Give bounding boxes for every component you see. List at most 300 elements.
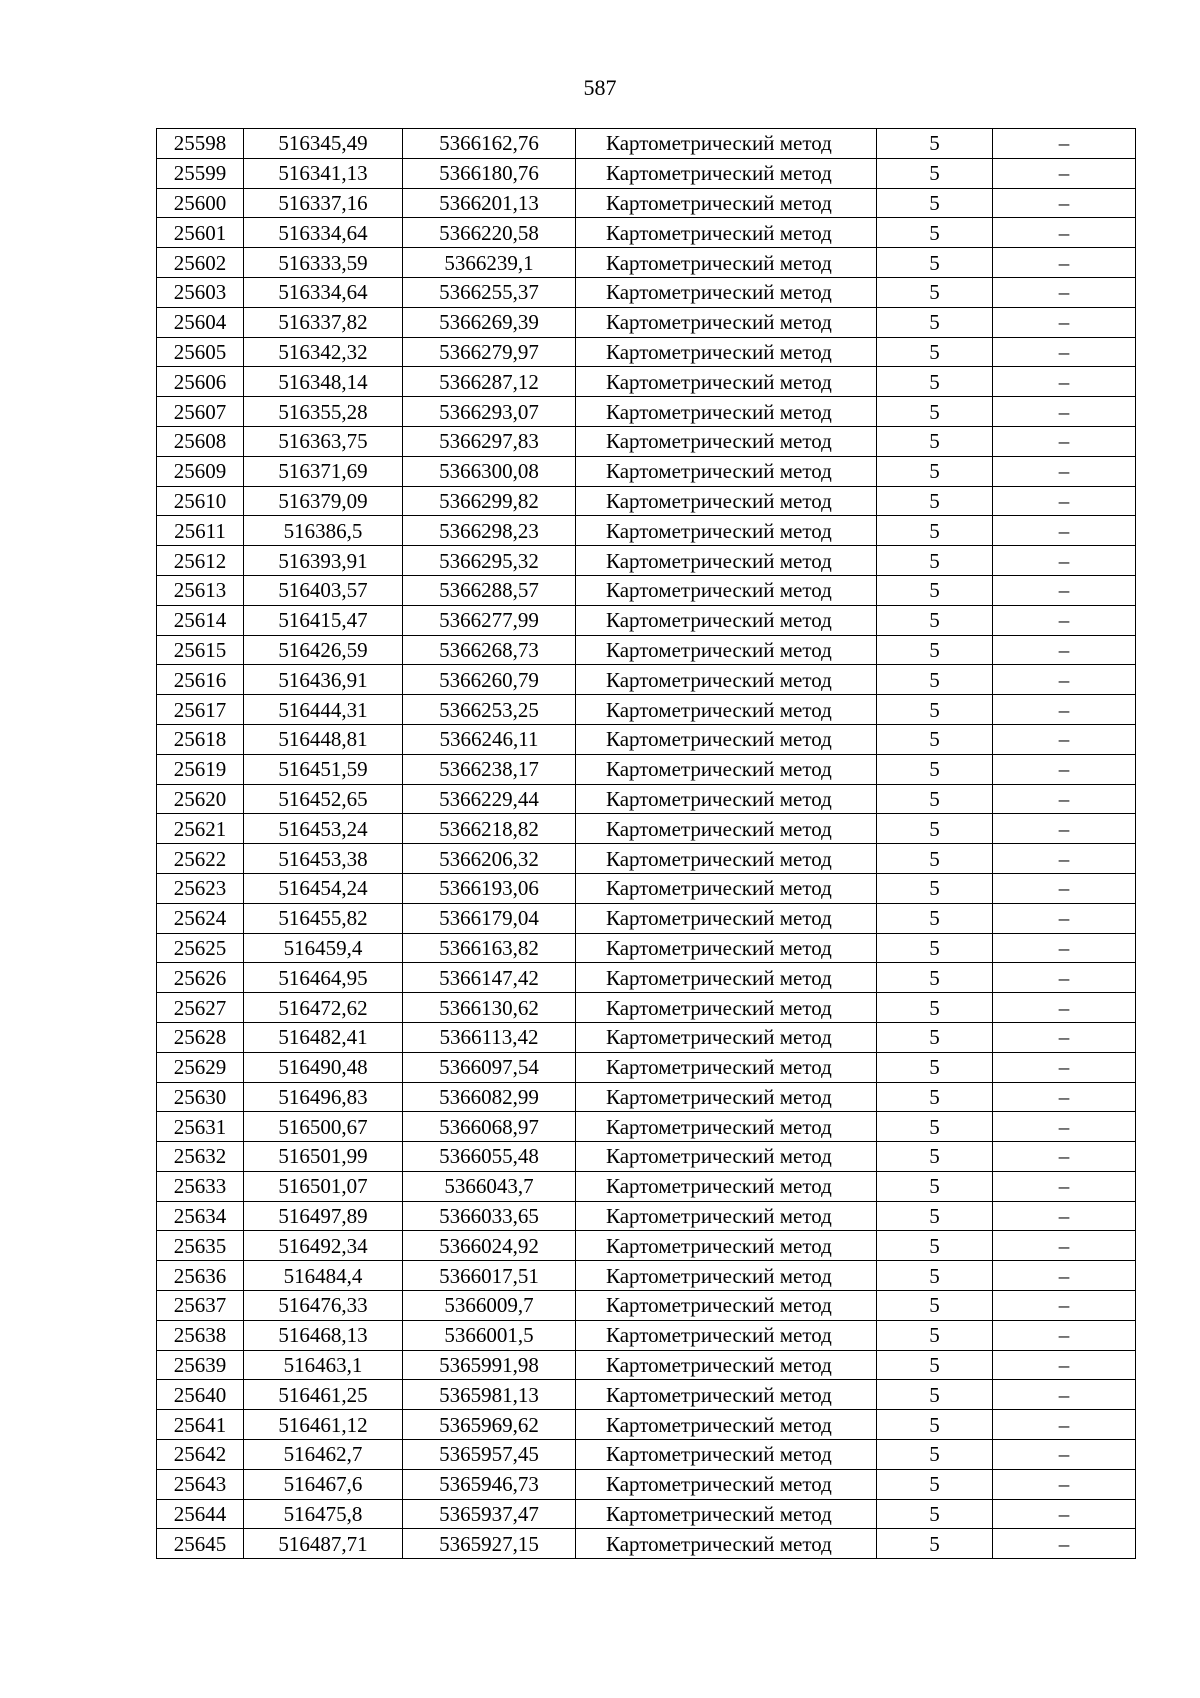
y-coordinate-cell: 5366024,92 — [403, 1231, 576, 1261]
point-number-cell: 25635 — [157, 1231, 244, 1261]
description-cell: – — [993, 277, 1136, 307]
x-coordinate-cell: 516484,4 — [244, 1261, 403, 1291]
point-number-cell: 25619 — [157, 754, 244, 784]
table-row — [157, 1440, 1136, 1470]
accuracy-cell: 5 — [877, 307, 993, 337]
table-row — [157, 307, 1136, 337]
accuracy-cell: 5 — [877, 129, 993, 159]
x-coordinate-cell: 516345,49 — [244, 129, 403, 159]
coordinates-table-body — [157, 129, 1136, 1559]
method-cell: Картометрический метод — [576, 1082, 877, 1112]
table-row — [157, 844, 1136, 874]
x-coordinate-cell: 516334,64 — [244, 277, 403, 307]
x-coordinate-cell: 516355,28 — [244, 397, 403, 427]
x-coordinate-cell: 516348,14 — [244, 367, 403, 397]
method-cell: Картометрический метод — [576, 784, 877, 814]
method-cell: Картометрический метод — [576, 158, 877, 188]
x-coordinate-cell: 516501,07 — [244, 1171, 403, 1201]
point-number-cell: 25626 — [157, 963, 244, 993]
table-row — [157, 546, 1136, 576]
y-coordinate-cell: 5366206,32 — [403, 844, 576, 874]
x-coordinate-cell: 516501,99 — [244, 1142, 403, 1172]
y-coordinate-cell: 5366246,11 — [403, 724, 576, 754]
accuracy-cell: 5 — [877, 1171, 993, 1201]
y-coordinate-cell: 5366201,13 — [403, 188, 576, 218]
point-number-cell: 25615 — [157, 635, 244, 665]
x-coordinate-cell: 516415,47 — [244, 605, 403, 635]
table-row — [157, 1052, 1136, 1082]
point-number-cell: 25607 — [157, 397, 244, 427]
y-coordinate-cell: 5365991,98 — [403, 1350, 576, 1380]
y-coordinate-cell: 5366033,65 — [403, 1201, 576, 1231]
y-coordinate-cell: 5366055,48 — [403, 1142, 576, 1172]
accuracy-cell: 5 — [877, 337, 993, 367]
table-row — [157, 1320, 1136, 1350]
method-cell: Картометрический метод — [576, 1112, 877, 1142]
point-number-cell: 25628 — [157, 1022, 244, 1052]
method-cell: Картометрический метод — [576, 337, 877, 367]
table-row — [157, 695, 1136, 725]
accuracy-cell: 5 — [877, 1201, 993, 1231]
table-row — [157, 575, 1136, 605]
method-cell: Картометрический метод — [576, 605, 877, 635]
method-cell: Картометрический метод — [576, 1469, 877, 1499]
y-coordinate-cell: 5366293,07 — [403, 397, 576, 427]
description-cell: – — [993, 784, 1136, 814]
method-cell: Картометрический метод — [576, 516, 877, 546]
description-cell: – — [993, 367, 1136, 397]
x-coordinate-cell: 516426,59 — [244, 635, 403, 665]
y-coordinate-cell: 5366295,32 — [403, 546, 576, 576]
point-number-cell: 25613 — [157, 575, 244, 605]
x-coordinate-cell: 516444,31 — [244, 695, 403, 725]
description-cell: – — [993, 426, 1136, 456]
accuracy-cell: 5 — [877, 605, 993, 635]
method-cell: Картометрический метод — [576, 933, 877, 963]
method-cell: Картометрический метод — [576, 695, 877, 725]
description-cell: – — [993, 963, 1136, 993]
point-number-cell: 25605 — [157, 337, 244, 367]
point-number-cell: 25636 — [157, 1261, 244, 1291]
accuracy-cell: 5 — [877, 844, 993, 874]
description-cell: – — [993, 1291, 1136, 1321]
table-row — [157, 1380, 1136, 1410]
table-row — [157, 248, 1136, 278]
method-cell: Картометрический метод — [576, 546, 877, 576]
point-number-cell: 25631 — [157, 1112, 244, 1142]
x-coordinate-cell: 516482,41 — [244, 1022, 403, 1052]
x-coordinate-cell: 516448,81 — [244, 724, 403, 754]
y-coordinate-cell: 5366068,97 — [403, 1112, 576, 1142]
table-row — [157, 277, 1136, 307]
description-cell: – — [993, 1082, 1136, 1112]
method-cell: Картометрический метод — [576, 307, 877, 337]
x-coordinate-cell: 516461,12 — [244, 1410, 403, 1440]
method-cell: Картометрический метод — [576, 1529, 877, 1559]
point-number-cell: 25644 — [157, 1499, 244, 1529]
y-coordinate-cell: 5365946,73 — [403, 1469, 576, 1499]
x-coordinate-cell: 516337,16 — [244, 188, 403, 218]
description-cell: – — [993, 903, 1136, 933]
table-row — [157, 1171, 1136, 1201]
point-number-cell: 25642 — [157, 1440, 244, 1470]
x-coordinate-cell: 516500,67 — [244, 1112, 403, 1142]
description-cell: – — [993, 486, 1136, 516]
y-coordinate-cell: 5365981,13 — [403, 1380, 576, 1410]
x-coordinate-cell: 516453,24 — [244, 814, 403, 844]
x-coordinate-cell: 516436,91 — [244, 665, 403, 695]
point-number-cell: 25632 — [157, 1142, 244, 1172]
point-number-cell: 25624 — [157, 903, 244, 933]
x-coordinate-cell: 516468,13 — [244, 1320, 403, 1350]
method-cell: Картометрический метод — [576, 844, 877, 874]
point-number-cell: 25611 — [157, 516, 244, 546]
x-coordinate-cell: 516333,59 — [244, 248, 403, 278]
method-cell: Картометрический метод — [576, 1410, 877, 1440]
y-coordinate-cell: 5366180,76 — [403, 158, 576, 188]
method-cell: Картометрический метод — [576, 1350, 877, 1380]
method-cell: Картометрический метод — [576, 665, 877, 695]
y-coordinate-cell: 5365927,15 — [403, 1529, 576, 1559]
description-cell: – — [993, 307, 1136, 337]
table-row — [157, 1410, 1136, 1440]
method-cell: Картометрический метод — [576, 814, 877, 844]
method-cell: Картометрический метод — [576, 724, 877, 754]
page-number: 587 — [583, 75, 617, 100]
x-coordinate-cell: 516459,4 — [244, 933, 403, 963]
description-cell: – — [993, 933, 1136, 963]
table-row — [157, 754, 1136, 784]
x-coordinate-cell: 516492,34 — [244, 1231, 403, 1261]
accuracy-cell: 5 — [877, 1082, 993, 1112]
table-row — [157, 129, 1136, 159]
description-cell: – — [993, 635, 1136, 665]
y-coordinate-cell: 5366260,79 — [403, 665, 576, 695]
method-cell: Картометрический метод — [576, 456, 877, 486]
y-coordinate-cell: 5366229,44 — [403, 784, 576, 814]
method-cell: Картометрический метод — [576, 1499, 877, 1529]
y-coordinate-cell: 5366097,54 — [403, 1052, 576, 1082]
table-row — [157, 605, 1136, 635]
point-number-cell: 25634 — [157, 1201, 244, 1231]
method-cell: Картометрический метод — [576, 754, 877, 784]
x-coordinate-cell: 516341,13 — [244, 158, 403, 188]
table-row — [157, 516, 1136, 546]
x-coordinate-cell: 516472,62 — [244, 993, 403, 1023]
point-number-cell: 25640 — [157, 1380, 244, 1410]
point-number-cell: 25604 — [157, 307, 244, 337]
description-cell: – — [993, 1440, 1136, 1470]
method-cell: Картометрический метод — [576, 426, 877, 456]
description-cell: – — [993, 1201, 1136, 1231]
table-row — [157, 635, 1136, 665]
x-coordinate-cell: 516463,1 — [244, 1350, 403, 1380]
method-cell: Картометрический метод — [576, 575, 877, 605]
point-number-cell: 25627 — [157, 993, 244, 1023]
y-coordinate-cell: 5366255,37 — [403, 277, 576, 307]
y-coordinate-cell: 5366298,23 — [403, 516, 576, 546]
x-coordinate-cell: 516363,75 — [244, 426, 403, 456]
table-row — [157, 1350, 1136, 1380]
y-coordinate-cell: 5366193,06 — [403, 873, 576, 903]
point-number-cell: 25633 — [157, 1171, 244, 1201]
method-cell: Картометрический метод — [576, 873, 877, 903]
point-number-cell: 25600 — [157, 188, 244, 218]
method-cell: Картометрический метод — [576, 188, 877, 218]
description-cell: – — [993, 1022, 1136, 1052]
point-number-cell: 25637 — [157, 1291, 244, 1321]
point-number-cell: 25608 — [157, 426, 244, 456]
method-cell: Картометрический метод — [576, 1022, 877, 1052]
description-cell: – — [993, 188, 1136, 218]
x-coordinate-cell: 516452,65 — [244, 784, 403, 814]
accuracy-cell: 5 — [877, 456, 993, 486]
accuracy-cell: 5 — [877, 1261, 993, 1291]
y-coordinate-cell: 5366113,42 — [403, 1022, 576, 1052]
y-coordinate-cell: 5365937,47 — [403, 1499, 576, 1529]
description-cell: – — [993, 605, 1136, 635]
x-coordinate-cell: 516403,57 — [244, 575, 403, 605]
table-row — [157, 1261, 1136, 1291]
point-number-cell: 25609 — [157, 456, 244, 486]
table-row — [157, 486, 1136, 516]
y-coordinate-cell: 5365969,62 — [403, 1410, 576, 1440]
table-row — [157, 218, 1136, 248]
accuracy-cell: 5 — [877, 1469, 993, 1499]
description-cell: – — [993, 456, 1136, 486]
accuracy-cell: 5 — [877, 367, 993, 397]
accuracy-cell: 5 — [877, 1410, 993, 1440]
description-cell: – — [993, 158, 1136, 188]
table-row — [157, 367, 1136, 397]
method-cell: Картометрический метод — [576, 963, 877, 993]
point-number-cell: 25599 — [157, 158, 244, 188]
description-cell: – — [993, 844, 1136, 874]
accuracy-cell: 5 — [877, 397, 993, 427]
table-row — [157, 1022, 1136, 1052]
y-coordinate-cell: 5366239,1 — [403, 248, 576, 278]
description-cell: – — [993, 129, 1136, 159]
table-row — [157, 456, 1136, 486]
table-row — [157, 1082, 1136, 1112]
x-coordinate-cell: 516496,83 — [244, 1082, 403, 1112]
table-row — [157, 963, 1136, 993]
description-cell: – — [993, 546, 1136, 576]
accuracy-cell: 5 — [877, 1440, 993, 1470]
accuracy-cell: 5 — [877, 754, 993, 784]
point-number-cell: 25610 — [157, 486, 244, 516]
point-number-cell: 25645 — [157, 1529, 244, 1559]
accuracy-cell: 5 — [877, 575, 993, 605]
y-coordinate-cell: 5366253,25 — [403, 695, 576, 725]
table-row — [157, 158, 1136, 188]
y-coordinate-cell: 5366299,82 — [403, 486, 576, 516]
accuracy-cell: 5 — [877, 1022, 993, 1052]
accuracy-cell: 5 — [877, 486, 993, 516]
x-coordinate-cell: 516476,33 — [244, 1291, 403, 1321]
accuracy-cell: 5 — [877, 903, 993, 933]
accuracy-cell: 5 — [877, 1291, 993, 1321]
accuracy-cell: 5 — [877, 963, 993, 993]
accuracy-cell: 5 — [877, 546, 993, 576]
description-cell: – — [993, 575, 1136, 605]
table-row — [157, 1112, 1136, 1142]
description-cell: – — [993, 665, 1136, 695]
y-coordinate-cell: 5366162,76 — [403, 129, 576, 159]
point-number-cell: 25639 — [157, 1350, 244, 1380]
point-number-cell: 25620 — [157, 784, 244, 814]
accuracy-cell: 5 — [877, 218, 993, 248]
description-cell: – — [993, 1112, 1136, 1142]
accuracy-cell: 5 — [877, 248, 993, 278]
method-cell: Картометрический метод — [576, 397, 877, 427]
method-cell: Картометрический метод — [576, 1142, 877, 1172]
description-cell: – — [993, 1410, 1136, 1440]
method-cell: Картометрический метод — [576, 1171, 877, 1201]
x-coordinate-cell: 516454,24 — [244, 873, 403, 903]
x-coordinate-cell: 516464,95 — [244, 963, 403, 993]
point-number-cell: 25621 — [157, 814, 244, 844]
point-number-cell: 25641 — [157, 1410, 244, 1440]
description-cell: – — [993, 993, 1136, 1023]
method-cell: Картометрический метод — [576, 903, 877, 933]
description-cell: – — [993, 814, 1136, 844]
y-coordinate-cell: 5366269,39 — [403, 307, 576, 337]
point-number-cell: 25601 — [157, 218, 244, 248]
description-cell: – — [993, 754, 1136, 784]
table-row — [157, 1469, 1136, 1499]
point-number-cell: 25625 — [157, 933, 244, 963]
method-cell: Картометрический метод — [576, 218, 877, 248]
point-number-cell: 25618 — [157, 724, 244, 754]
x-coordinate-cell: 516342,32 — [244, 337, 403, 367]
accuracy-cell: 5 — [877, 665, 993, 695]
table-row — [157, 873, 1136, 903]
y-coordinate-cell: 5366001,5 — [403, 1320, 576, 1350]
x-coordinate-cell: 516490,48 — [244, 1052, 403, 1082]
table-row — [157, 1291, 1136, 1321]
y-coordinate-cell: 5366277,99 — [403, 605, 576, 635]
accuracy-cell: 5 — [877, 277, 993, 307]
table-row — [157, 1142, 1136, 1172]
y-coordinate-cell: 5366163,82 — [403, 933, 576, 963]
method-cell: Картометрический метод — [576, 1440, 877, 1470]
method-cell: Картометрический метод — [576, 129, 877, 159]
accuracy-cell: 5 — [877, 426, 993, 456]
description-cell: – — [993, 337, 1136, 367]
table-row — [157, 1529, 1136, 1559]
point-number-cell: 25622 — [157, 844, 244, 874]
point-number-cell: 25643 — [157, 1469, 244, 1499]
method-cell: Картометрический метод — [576, 993, 877, 1023]
accuracy-cell: 5 — [877, 1529, 993, 1559]
point-number-cell: 25616 — [157, 665, 244, 695]
accuracy-cell: 5 — [877, 1499, 993, 1529]
accuracy-cell: 5 — [877, 695, 993, 725]
method-cell: Картометрический метод — [576, 1261, 877, 1291]
accuracy-cell: 5 — [877, 1112, 993, 1142]
point-number-cell: 25630 — [157, 1082, 244, 1112]
y-coordinate-cell: 5366279,97 — [403, 337, 576, 367]
x-coordinate-cell: 516379,09 — [244, 486, 403, 516]
description-cell: – — [993, 1529, 1136, 1559]
table-row — [157, 1231, 1136, 1261]
table-row — [157, 188, 1136, 218]
table-row — [157, 426, 1136, 456]
accuracy-cell: 5 — [877, 814, 993, 844]
accuracy-cell: 5 — [877, 993, 993, 1023]
point-number-cell: 25598 — [157, 129, 244, 159]
x-coordinate-cell: 516371,69 — [244, 456, 403, 486]
y-coordinate-cell: 5366268,73 — [403, 635, 576, 665]
point-number-cell: 25623 — [157, 873, 244, 903]
description-cell: – — [993, 1052, 1136, 1082]
accuracy-cell: 5 — [877, 933, 993, 963]
method-cell: Картометрический метод — [576, 1320, 877, 1350]
description-cell: – — [993, 1261, 1136, 1291]
y-coordinate-cell: 5366017,51 — [403, 1261, 576, 1291]
x-coordinate-cell: 516393,91 — [244, 546, 403, 576]
table-row — [157, 1499, 1136, 1529]
accuracy-cell: 5 — [877, 188, 993, 218]
x-coordinate-cell: 516386,5 — [244, 516, 403, 546]
accuracy-cell: 5 — [877, 158, 993, 188]
table-row — [157, 1201, 1136, 1231]
description-cell: – — [993, 1350, 1136, 1380]
description-cell: – — [993, 397, 1136, 427]
accuracy-cell: 5 — [877, 1231, 993, 1261]
y-coordinate-cell: 5366130,62 — [403, 993, 576, 1023]
method-cell: Картометрический метод — [576, 367, 877, 397]
table-row — [157, 784, 1136, 814]
x-coordinate-cell: 516451,59 — [244, 754, 403, 784]
y-coordinate-cell: 5366147,42 — [403, 963, 576, 993]
x-coordinate-cell: 516497,89 — [244, 1201, 403, 1231]
description-cell: – — [993, 1469, 1136, 1499]
accuracy-cell: 5 — [877, 1052, 993, 1082]
y-coordinate-cell: 5366009,7 — [403, 1291, 576, 1321]
y-coordinate-cell: 5366287,12 — [403, 367, 576, 397]
y-coordinate-cell: 5366300,08 — [403, 456, 576, 486]
description-cell: – — [993, 695, 1136, 725]
description-cell: – — [993, 1142, 1136, 1172]
y-coordinate-cell: 5366288,57 — [403, 575, 576, 605]
coordinates-table — [156, 128, 1136, 1559]
table-row — [157, 993, 1136, 1023]
accuracy-cell: 5 — [877, 1350, 993, 1380]
table-row — [157, 903, 1136, 933]
description-cell: – — [993, 724, 1136, 754]
accuracy-cell: 5 — [877, 724, 993, 754]
y-coordinate-cell: 5366179,04 — [403, 903, 576, 933]
x-coordinate-cell: 516334,64 — [244, 218, 403, 248]
method-cell: Картометрический метод — [576, 1201, 877, 1231]
y-coordinate-cell: 5366220,58 — [403, 218, 576, 248]
table-row — [157, 665, 1136, 695]
accuracy-cell: 5 — [877, 1320, 993, 1350]
accuracy-cell: 5 — [877, 516, 993, 546]
accuracy-cell: 5 — [877, 1380, 993, 1410]
x-coordinate-cell: 516461,25 — [244, 1380, 403, 1410]
x-coordinate-cell: 516455,82 — [244, 903, 403, 933]
description-cell: – — [993, 1380, 1136, 1410]
method-cell: Картометрический метод — [576, 1231, 877, 1261]
description-cell: – — [993, 248, 1136, 278]
method-cell: Картометрический метод — [576, 1291, 877, 1321]
point-number-cell: 25602 — [157, 248, 244, 278]
description-cell: – — [993, 218, 1136, 248]
table-row — [157, 397, 1136, 427]
